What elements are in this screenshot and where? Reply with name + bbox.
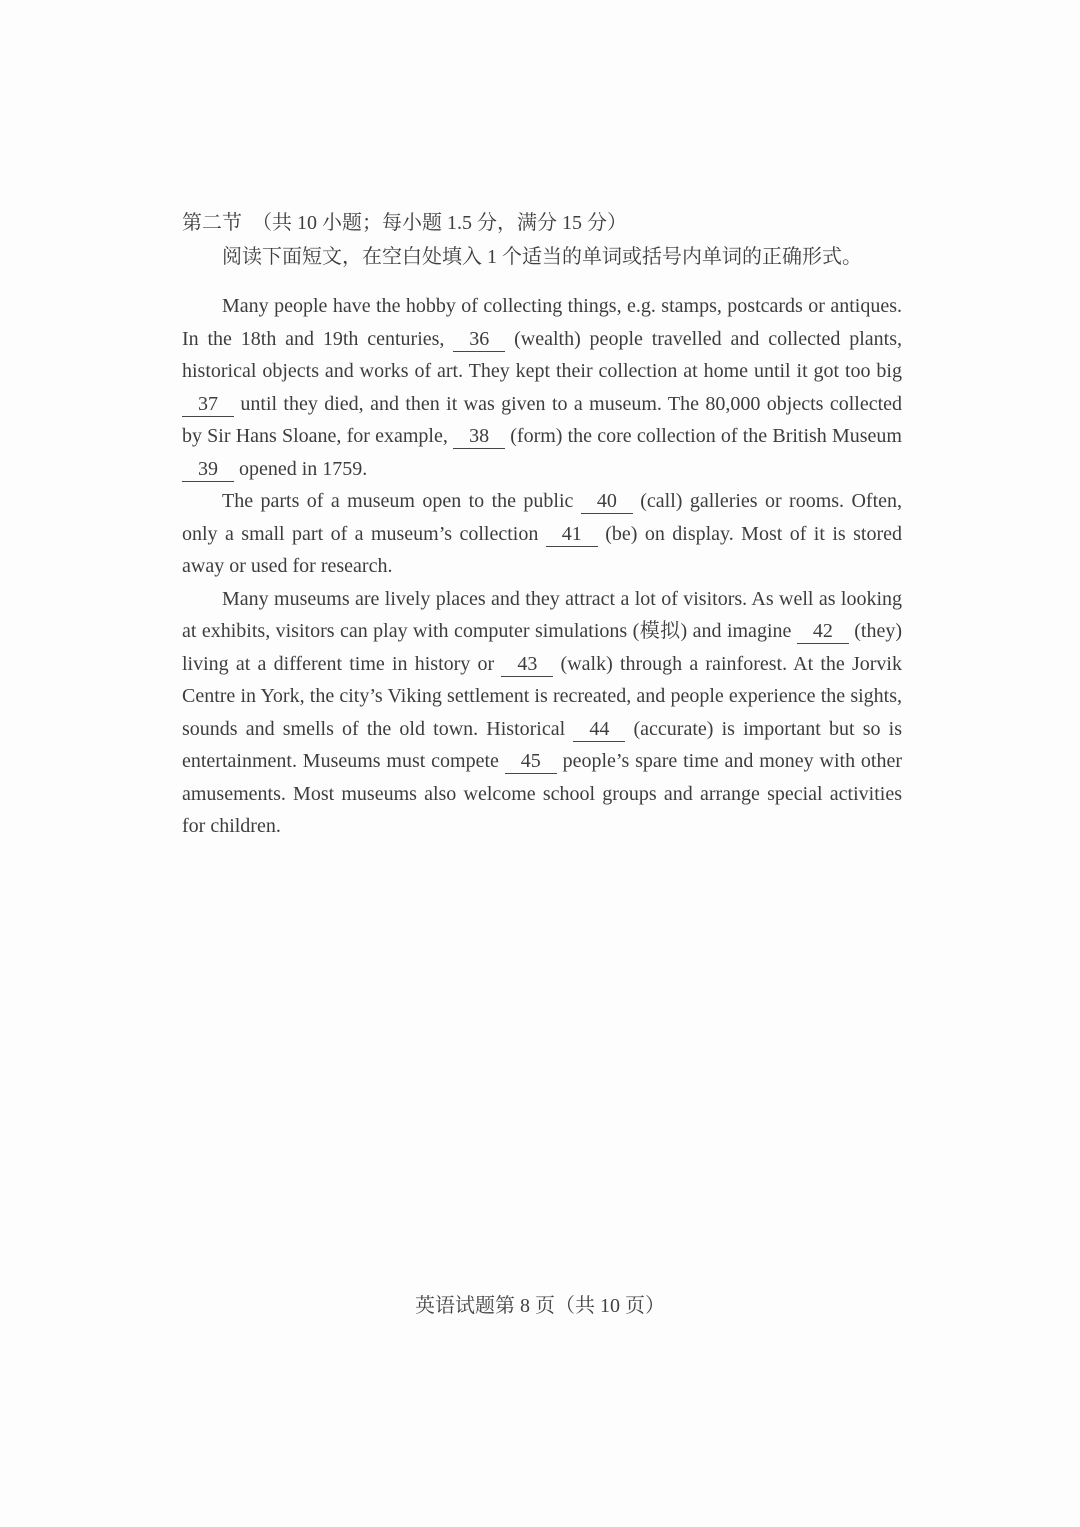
instructions-line: 阅读下面短文，在空白处填入 1 个适当的单词或括号内单词的正确形式。	[222, 246, 862, 268]
passage-text: until they died, and then it was given to a museum. The 80,000 objects collected by Sir Hans Sloane, for example,	[182, 392, 902, 447]
blank-40: 40	[581, 489, 633, 514]
passage-paragraph	[182, 583, 902, 843]
passage-text: people’s spare time and money with other amusements. Most museums also welcome school groups and arrange special activities for children.	[182, 750, 903, 837]
blank-45: 45	[505, 749, 557, 774]
blank-43: 43	[501, 652, 553, 677]
passage-text: (form) the core collection of the British Museum	[505, 425, 902, 447]
blank-36: 36	[453, 327, 505, 352]
exam-content	[182, 206, 902, 843]
blank-38: 38	[453, 424, 505, 449]
passage-text: (be) on display. Most of it is stored away or used for research.	[182, 522, 902, 577]
passage-text: (accurate) is important but so is entertainment. Museums must compete	[182, 717, 902, 772]
passage-text: Many museums are lively places and they attract a lot of visitors. As well as looking at exhibits, visitors can play with computer simulations (模拟) and imagine	[182, 587, 902, 642]
blank-41: 41	[546, 522, 598, 547]
passage-paragraph	[182, 290, 902, 485]
passage-paragraph	[182, 485, 902, 583]
passage	[182, 290, 902, 843]
passage-text: (walk) through a rainforest. At the Jorvik Centre in York, the city’s Viking settlement is recreated, and people experience the sights, sounds and smells of the old town. Historical	[182, 652, 902, 740]
page-footer: 英语试题第 8 页（共 10 页）	[415, 1295, 665, 1317]
passage-text: (wealth) people travelled and collected plants, historical objects and works of art. They kept their collection at home until it got too big	[182, 327, 902, 382]
passage-text: opened in 1759.	[234, 457, 368, 480]
passage-text: The parts of a museum open to the public	[222, 490, 581, 512]
blank-37: 37	[182, 392, 234, 417]
passage-text: (they) living at a different time in history or	[182, 620, 902, 675]
passage-text: Many people have the hobby of collecting things, e.g. stamps, postcards or antiques. In the 18th and 19th centuries,	[182, 295, 902, 350]
section-header: 第二节 （共 10 小题；每小题 1.5 分，满分 15 分）	[182, 212, 627, 234]
passage-text: (call) galleries or rooms. Often, only a small part of a museum’s collection	[182, 490, 902, 545]
blank-44: 44	[573, 717, 625, 742]
blank-39: 39	[182, 457, 234, 482]
blank-42: 42	[797, 619, 849, 644]
